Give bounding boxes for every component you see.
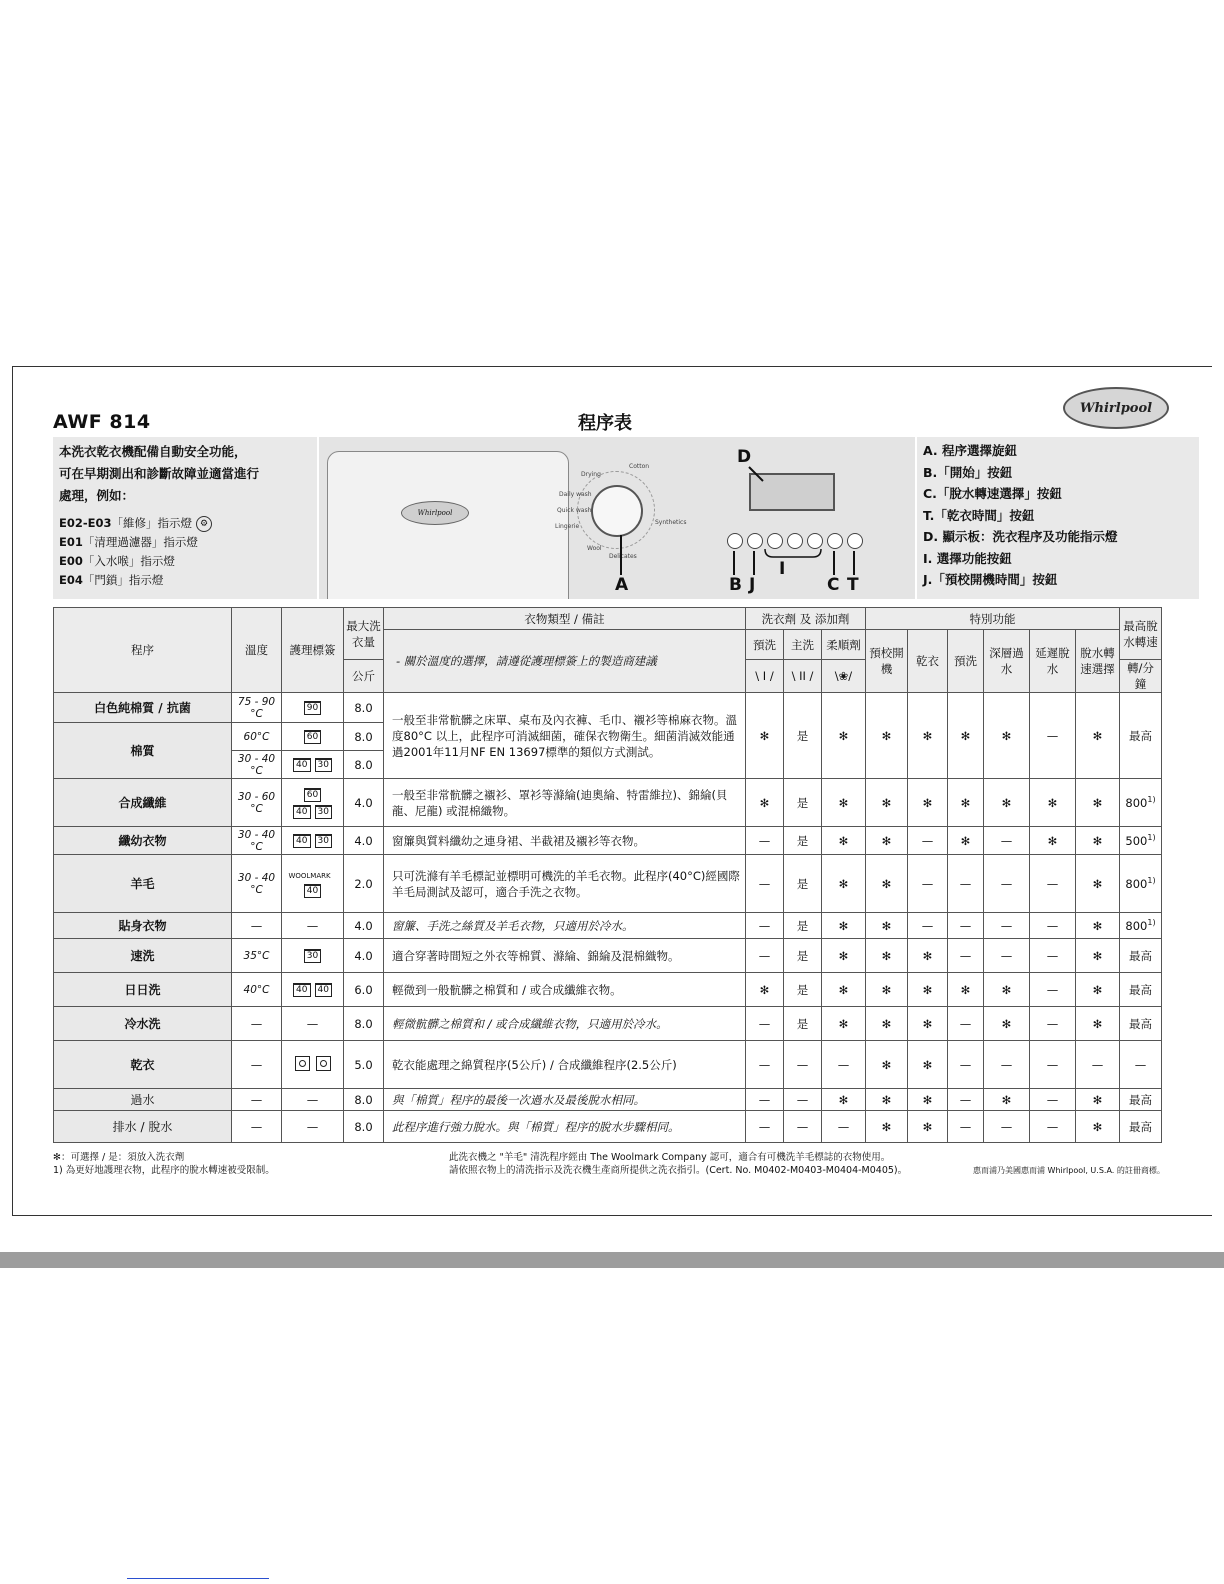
table-row: 日日洗 40°C 40 40 6.0 輕微到一般骯髒之棉質和 / 或合成纖維衣物。 ✻ 是 ✻ ✻ ✻ ✻ ✻ — ✻ 最高 bbox=[54, 973, 1162, 1007]
link-underline bbox=[127, 1578, 269, 1579]
legend-item: A. 程序選擇旋鈕 bbox=[923, 443, 1018, 458]
callout-arrows bbox=[319, 437, 915, 599]
label-a: A bbox=[615, 575, 629, 595]
table-row: 冷水洗 — — 8.0 輕微骯髒之棉質和 / 或合成纖維衣物，只適用於冷水。 — 是 ✻ ✻ ✻ — ✻ — ✻ 最高 bbox=[54, 1007, 1162, 1041]
col-care: 護理標簽 bbox=[282, 608, 344, 693]
col-special: 特別功能 bbox=[866, 608, 1120, 630]
error-code-row: E04「門鎖」指示燈 bbox=[59, 573, 164, 587]
legend-item: J.「預校開機時間」按鈕 bbox=[923, 572, 1058, 587]
error-code-row: E01「清理過濾器」指示燈 bbox=[59, 535, 198, 549]
compartment-2-icon: \ II / bbox=[784, 660, 822, 693]
error-code-row: E02-E03「維修」指示燈 ⚙ bbox=[59, 514, 311, 533]
table-row: 排水 / 脫水 — — 8.0 此程序進行強力脫水。與「棉質」程序的脫水步驟相同。 — — — ✻ ✻ — — — ✻ 最高 bbox=[54, 1111, 1162, 1143]
label-j: J bbox=[749, 575, 756, 595]
program-table: 程序 溫度 護理標簽 最大洗衣量 衣物類型 / 備註 洗衣劑 及 添加劑 特別功能 最高脫水轉速 - 關於溫度的選擇，請遵從護理標簽上的製造商建議 預洗 主洗 柔順劑 預校開機 乾衣 預洗 深層過水 延遲脫水 脫水轉速選擇 公斤 \ I / \ II / \❀/ 轉/分鐘 白色純棉質 / 抗菌 75 - 90 °C 90 8.0 一般至非常骯髒之床單、桌布及內衣褲、毛巾、襯衫等棉麻衣物。溫度80°C 以上，此程序可消滅細菌，確保衣物衛生。細菌消滅效能通過2001年11月NF EN 13697標準的類似方式測試。 ✻ 是 ✻ ✻ ✻ ✻ ✻ — ✻ 最高 棉質 60°C 60 8.0 30 - 40 °C 40 30 8.0 合成纖維 30 - 60 °C 60 40 30 4.0 一般至非常骯髒之襯衫、罩衫等滌綸(迪奧綸、特雷維拉)、錦綸(貝龍、尼龍) 或混棉織物。 ✻ 是 ✻ ✻ ✻ ✻ ✻ ✻ ✻ 800$^{1)}$ 纖幼衣物 30 - 40 °C 40 30 4.0 窗簾與質料纖幼之連身裙、半截裙及襯衫等衣物。 — 是 ✻ ✻ — ✻ — ✻ ✻ 500$^{1)}$ 羊毛 30 - 40 °C WOOLMARK40 2.0 只可洗滌有羊毛標記並標明可機洗的羊毛衣物。此程序(40°C)經國際羊毛局測試及認可，適合手洗之衣物。 — 是 ✻ ✻ — — — — ✻ 800$^{1)}$ 貼身衣物 — — 4.0 窗簾、手洗之絲質及羊毛衣物，只適用於冷水。 — 是 ✻ ✻ — — — — ✻ 800$^{1)}$ 速洗 35°C 30 4.0 適合穿著時間短之外衣等棉質、滌綸、錦綸及混棉織物。 — 是 ✻ ✻ ✻ — — — ✻ 最高 日日洗 40°C 40 40 6.0 輕微到一般骯髒之棉質和 / 或合成纖維衣物。 ✻ 是 ✻ ✻ ✻ ✻ ✻ — ✻ 最高 冷水洗 — — 8.0 輕微骯髒之棉質和 / 或合成纖維衣物，只適用於冷水。 — 是 ✻ ✻ ✻ — ✻ — ✻ 最高 乾衣 — 5.0 乾衣能處理之綿質程序(5公斤) / 合成纖維程序(2.5公斤) — — — ✻ ✻ — — — — — 過水 — — 8.0 與「棉質」程序的最後一次過水及最後脫水相同。 — — ✻ ✻ ✻ — ✻ — ✻ 最高 排水 / 脫水 — — 8.0 此程序進行強力脫水。與「棉質」程序的脫水步驟相同。 — — — ✻ ✻ — — — ✻ 最高 bbox=[53, 607, 1162, 1143]
table-row: 過水 — — 8.0 與「棉質」程序的最後一次過水及最後脫水相同。 — — ✻ ✻ ✻ — ✻ — ✻ 最高 bbox=[54, 1089, 1162, 1111]
col-max-spin: 最高脫水轉速 bbox=[1120, 608, 1162, 660]
control-panel-illustration: Whirlpool Drying Cotton Synthetics Wool Delicates Lingerie Quick wash Daily wash D A B J I C T bbox=[319, 437, 915, 599]
page-title: 程序表 bbox=[578, 413, 632, 434]
legend-item: D. 顯示板：洗衣程序及功能指示燈 bbox=[923, 529, 1118, 544]
legend-item: C.「脫水轉速選擇」按鈕 bbox=[923, 486, 1062, 501]
fabric-note: - 關於溫度的選擇，請遵從護理標簽上的製造商建議 bbox=[384, 630, 746, 693]
label-i: I bbox=[779, 559, 786, 579]
error-code-row: E00「入水喉」指示燈 bbox=[59, 554, 175, 568]
wrench-icon: ⚙ bbox=[196, 516, 212, 532]
table-row: 速洗 35°C 30 4.0 適合穿著時間短之外衣等棉質、滌綸、錦綸及混棉織物。 — 是 ✻ ✻ ✻ — — — ✻ 最高 bbox=[54, 939, 1162, 973]
footnote-left: ✻：可選擇 / 是：須放入洗衣劑 1) 為更好地護理衣物，此程序的脫水轉速被受限制。 bbox=[53, 1152, 275, 1176]
col-temp: 溫度 bbox=[232, 608, 282, 693]
table-row: 白色純棉質 / 抗菌 75 - 90 °C 90 8.0 一般至非常骯髒之床單、桌布及內衣褲、毛巾、襯衫等棉麻衣物。溫度80°C 以上，此程序可消滅細菌，確保衣物衛生。細菌消滅效能通過2001年11月NF EN 13697標準的類似方式測試。 ✻ 是 ✻ ✻ ✻ ✻ ✻ — ✻ 最高 bbox=[54, 693, 1162, 723]
col-fabric: 衣物類型 / 備註 bbox=[384, 608, 746, 630]
label-c: C bbox=[827, 575, 840, 595]
whirlpool-logo: Whirlpool bbox=[1063, 387, 1169, 429]
table-row: 乾衣 — 5.0 乾衣能處理之綿質程序(5公斤) / 合成纖維程序(2.5公斤) — — — ✻ ✻ — — — — — bbox=[54, 1041, 1162, 1089]
col-program: 程序 bbox=[54, 608, 232, 693]
table-row: 合成纖維 30 - 60 °C 60 40 30 4.0 一般至非常骯髒之襯衫、罩衫等滌綸(迪奧綸、特雷維拉)、錦綸(貝龍、尼龍) 或混棉織物。 ✻ 是 ✻ ✻ ✻ ✻ ✻ ✻ ✻ 800$^{1)}$ bbox=[54, 779, 1162, 827]
label-t: T bbox=[847, 575, 859, 595]
program-sheet bbox=[12, 366, 1212, 1216]
table-row: 貼身衣物 — — 4.0 窗簾、手洗之絲質及羊毛衣物，只適用於冷水。 — 是 ✻ ✻ — — — — ✻ 800$^{1)}$ bbox=[54, 913, 1162, 939]
tumble-dry-icon bbox=[295, 1056, 310, 1071]
gray-band bbox=[0, 1252, 1224, 1268]
panel-brand-badge: Whirlpool bbox=[401, 501, 469, 525]
legend-item: I. 選擇功能按鈕 bbox=[923, 550, 1012, 566]
label-b: B bbox=[729, 575, 742, 595]
table-row: 纖幼衣物 30 - 40 °C 40 30 4.0 窗簾與質料纖幼之連身裙、半截裙及襯衫等衣物。 — 是 ✻ ✻ — ✻ — ✻ ✻ 500$^{1)}$ bbox=[54, 827, 1162, 855]
col-detergent: 洗衣劑 及 添加劑 bbox=[746, 608, 866, 630]
footnote-trademark: 惠而浦乃美國惠而浦 Whirlpool, U.S.A. 的註冊商標。 bbox=[973, 1166, 1165, 1175]
table-row: 羊毛 30 - 40 °C WOOLMARK40 2.0 只可洗滌有羊毛標記並標明可機洗的羊毛衣物。此程序(40°C)經國際羊毛局測試及認可，適合手洗之衣物。 — 是 ✻ ✻ — — — — ✻ 800$^{1)}$ bbox=[54, 855, 1162, 913]
legend-box bbox=[917, 437, 1199, 599]
label-d: D bbox=[737, 447, 752, 467]
col-max-load: 最大洗衣量 bbox=[344, 608, 384, 660]
safety-box bbox=[53, 437, 317, 599]
softener-icon: \❀/ bbox=[822, 660, 866, 693]
table-row: 30 - 40 °C 40 30 8.0 bbox=[54, 751, 1162, 779]
table-row: 棉質 60°C 60 8.0 bbox=[54, 723, 1162, 751]
woolmark-icon: WOOLMARK bbox=[288, 871, 331, 880]
model-number: AWF 814 bbox=[53, 411, 151, 433]
safety-lead: 本洗衣乾衣機配備自動安全功能， 可在早期測出和診斷故障並適當進行 處理，例如： bbox=[59, 444, 260, 503]
compartment-1-icon: \ I / bbox=[746, 660, 784, 693]
footnote-middle: 此洗衣機之 "羊毛" 清洗程序經由 The Woolmark Company 認可，適合有可機洗羊毛標誌的衣物使用。 請依照衣物上的清洗指示及洗衣機生產商所提供之洗衣指引。(Cert. No. M0402-M0403-M0404-M0405)。 bbox=[449, 1152, 908, 1176]
tumble-dry-icon bbox=[316, 1056, 331, 1071]
legend-item: B.「開始」按鈕 bbox=[923, 464, 1013, 480]
legend-item: T.「乾衣時間」按鈕 bbox=[923, 507, 1035, 523]
